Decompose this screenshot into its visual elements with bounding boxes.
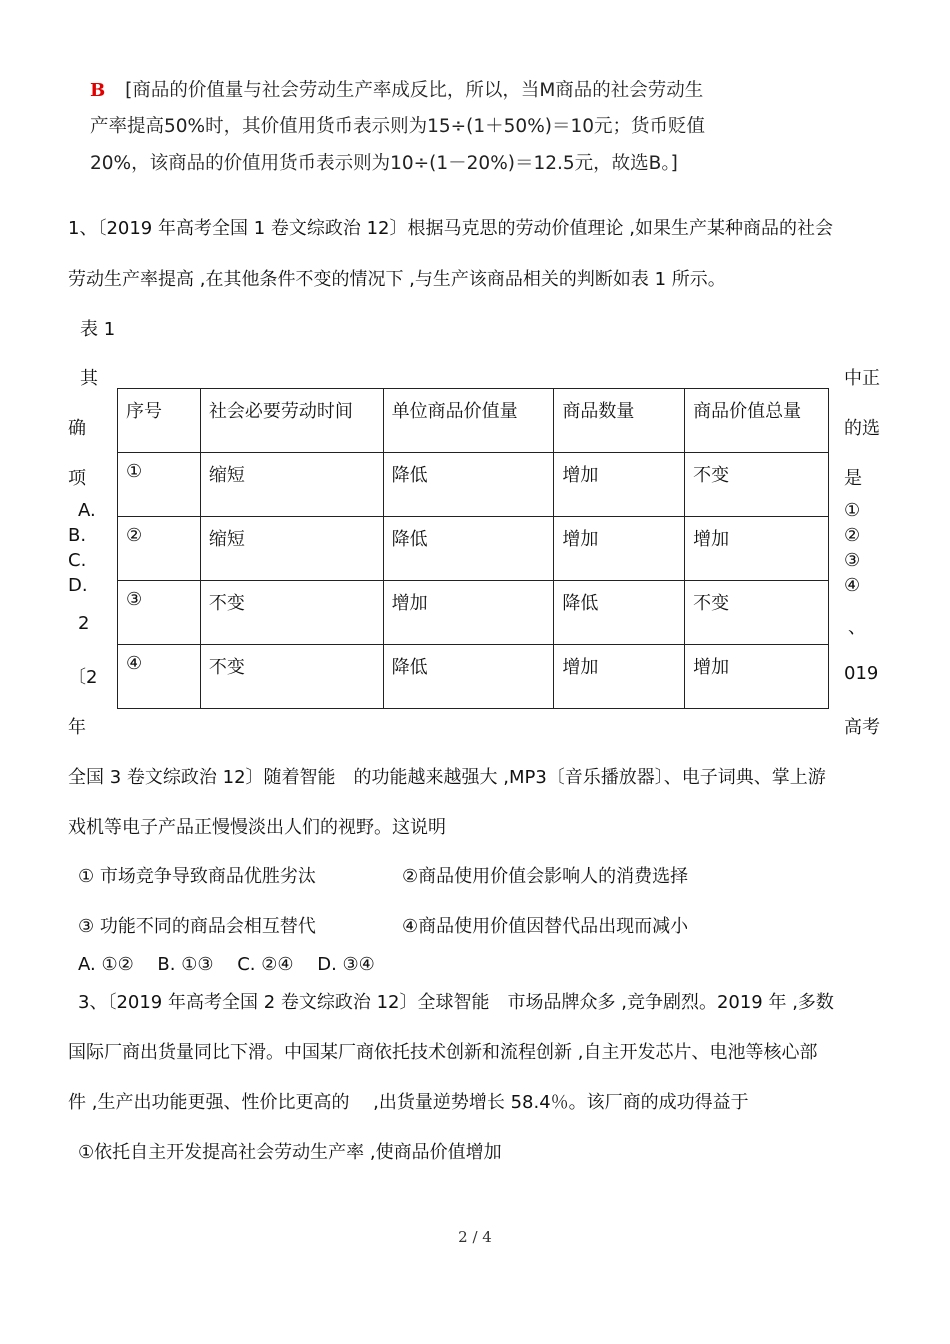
table-cell: 增加 bbox=[554, 645, 685, 709]
left-fragment: 〔2 bbox=[68, 667, 98, 688]
q3-line-3: 件 ,生产出功能更强、性价比更高的 ,出货量逆势增长 58.4％。该厂商的成功得益于 bbox=[68, 1092, 749, 1113]
table-cell: 降低 bbox=[383, 517, 554, 581]
left-fragment: D. bbox=[68, 575, 88, 596]
answer-letter: B bbox=[90, 80, 106, 101]
table-row bbox=[118, 581, 829, 645]
q2-choices: A. ①② B. ①③ C. ②④ D. ③④ bbox=[78, 954, 375, 975]
table-cell: 降低 bbox=[383, 453, 554, 517]
table-header-row bbox=[118, 389, 829, 453]
q2-line-1: 全国 3 卷文综政治 12〕随着智能 的功能越来越强大 ,MP3〔音乐播放器〕、电子词典、掌上游 bbox=[68, 767, 826, 788]
judgment-table bbox=[117, 388, 829, 709]
right-fragment: 中正 bbox=[844, 368, 880, 389]
answer-line-2: 产率提高50%时，其价值用货币表示则为15÷(1＋50%)＝10元；货币贬值 bbox=[90, 116, 706, 137]
right-fragment: ① bbox=[844, 500, 861, 521]
right-fragment: ② bbox=[844, 525, 861, 546]
q3-line-1: 3、〔2019 年高考全国 2 卷文综政治 12〕全球智能 市场品牌众多 ,竞争剧烈。2019 年 ,多数 bbox=[78, 992, 834, 1013]
header-cell: 商品数量 bbox=[554, 389, 685, 453]
table-cell: 缩短 bbox=[200, 453, 383, 517]
table-row bbox=[118, 453, 829, 517]
left-fragment: C. bbox=[68, 550, 87, 571]
table-cell: ② bbox=[118, 517, 201, 581]
q2-option-3: ③ 功能不同的商品会相互替代 bbox=[78, 916, 316, 937]
left-fragment: B. bbox=[68, 525, 87, 546]
table-cell: 增加 bbox=[554, 453, 685, 517]
right-fragment: 019 bbox=[844, 663, 879, 684]
q3-line-2: 国际厂商出货量同比下滑。中国某厂商依托技术创新和流程创新 ,自主开发芯片、电池等核心部 bbox=[68, 1042, 818, 1063]
table-cell: 增加 bbox=[383, 581, 554, 645]
table-row bbox=[118, 517, 829, 581]
table-cell: 不变 bbox=[685, 453, 829, 517]
table-cell: 增加 bbox=[685, 517, 829, 581]
table-cell: ① bbox=[118, 453, 201, 517]
header-cell: 社会必要劳动时间 bbox=[200, 389, 383, 453]
q1-line-1: 1、〔2019 年高考全国 1 卷文综政治 12〕根据马克思的劳动价值理论 ,如果生产某种商品的社会 bbox=[68, 218, 833, 239]
left-fragment: 确 bbox=[68, 418, 86, 439]
table-cell: ④ bbox=[118, 645, 201, 709]
left-fragment: A. bbox=[78, 500, 96, 521]
left-fragment: 项 bbox=[68, 468, 86, 489]
table-cell: 不变 bbox=[685, 581, 829, 645]
q2-option-4: ④商品使用价值因替代品出现而减小 bbox=[402, 916, 689, 937]
right-fragment: 是 bbox=[844, 468, 862, 489]
q3-option-1: ①依托自主开发提高社会劳动生产率 ,使商品价值增加 bbox=[78, 1142, 502, 1163]
right-fragment: 的选 bbox=[844, 418, 880, 439]
page-number: 2 / 4 bbox=[458, 1228, 492, 1246]
right-fragment: 高考 bbox=[844, 717, 880, 738]
q1-line-2: 劳动生产率提高 ,在其他条件不变的情况下 ,与生产该商品相关的判断如表 1 所示。 bbox=[68, 269, 726, 290]
header-cell: 单位商品价值量 bbox=[383, 389, 554, 453]
right-fragment: ③ bbox=[844, 550, 861, 571]
right-fragment: 、 bbox=[848, 617, 866, 638]
table-cell: 降低 bbox=[383, 645, 554, 709]
table-cell: 不变 bbox=[200, 645, 383, 709]
answer-line-1 bbox=[90, 76, 703, 102]
q2-line-2: 戏机等电子产品正慢慢淡出人们的视野。这说明 bbox=[68, 817, 446, 838]
answer-text-1: [商品的价值量与社会劳动生产率成反比，所以，当M商品的社会劳动生 bbox=[125, 80, 704, 101]
q2-option-1: ① 市场竞争导致商品优胜劣汰 bbox=[78, 866, 316, 887]
header-cell: 商品价值总量 bbox=[685, 389, 829, 453]
table-cell: 增加 bbox=[554, 517, 685, 581]
left-fragment: 其 bbox=[80, 368, 98, 389]
table-cell: 增加 bbox=[685, 645, 829, 709]
left-fragment: 2 bbox=[78, 613, 90, 634]
right-fragment: ④ bbox=[844, 575, 861, 596]
table-cell: 降低 bbox=[554, 581, 685, 645]
table-cell: 缩短 bbox=[200, 517, 383, 581]
table-caption: 表 1 bbox=[80, 319, 116, 340]
table-cell: ③ bbox=[118, 581, 201, 645]
q2-option-2: ②商品使用价值会影响人的消费选择 bbox=[402, 866, 689, 887]
header-cell: 序号 bbox=[118, 389, 201, 453]
left-fragment: 年 bbox=[68, 717, 86, 738]
answer-line-3: 20%，该商品的价值用货币表示则为10÷(1－20%)＝12.5元，故选B。] bbox=[90, 153, 678, 174]
table-row bbox=[118, 645, 829, 709]
table-cell: 不变 bbox=[200, 581, 383, 645]
